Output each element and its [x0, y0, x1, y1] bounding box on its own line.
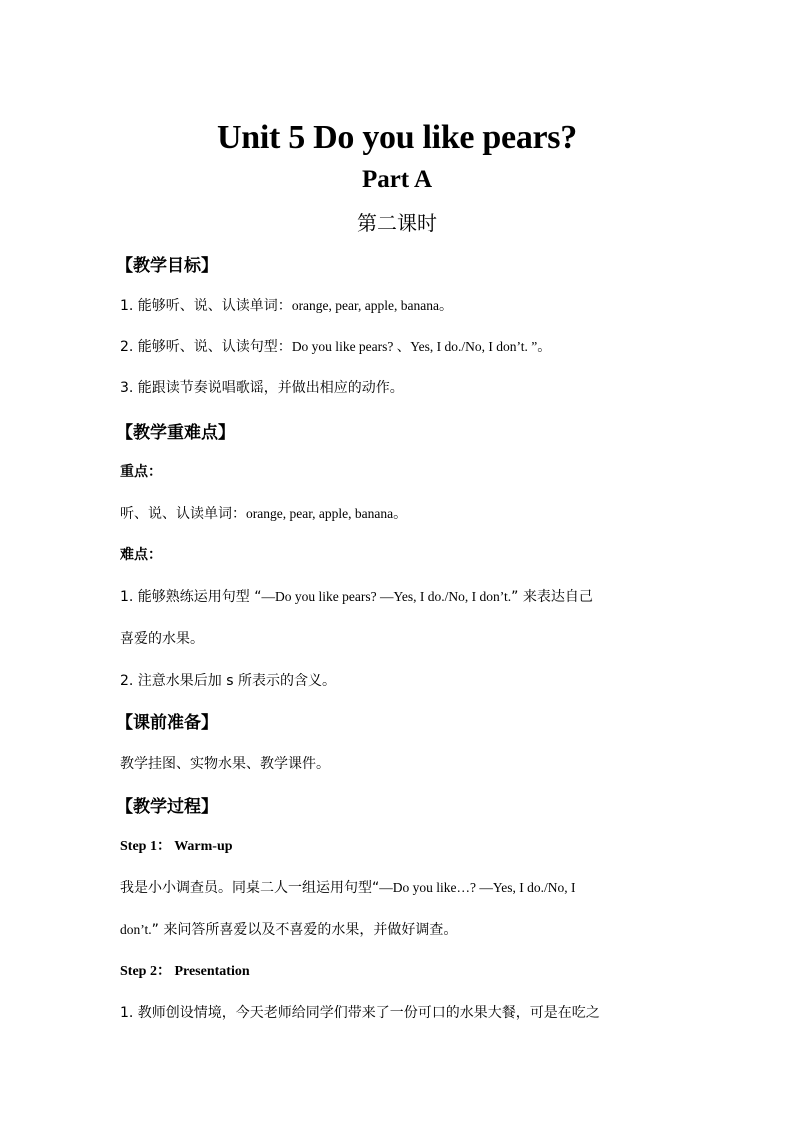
section-heading-keypoints: 【教学重难点】	[116, 423, 235, 443]
difficulty-item-2: 2. 注意水果后加 s 所表示的含义。	[120, 673, 337, 689]
step-1-line-1	[120, 878, 690, 898]
goal-item-1-pre: 1. 能够听、说、认读单词：	[120, 298, 292, 314]
step-2-label: Step 2： Presentation	[120, 964, 250, 979]
document-title: Unit 5 Do you like pears?	[217, 119, 577, 156]
difficulty-label: 难点：	[120, 547, 162, 563]
step-2-line-1: 1. 教师创设情境，今天老师给同学们带来了一份可口的水果大餐，可是在吃之	[120, 1005, 600, 1021]
goal-item-1-words: orange, pear, apple, banana	[291, 298, 439, 313]
goal-item-1	[120, 296, 690, 316]
section-heading-goals: 【教学目标】	[116, 256, 218, 276]
goal-item-2-pre: 2. 能够听、说、认读句型：	[120, 339, 292, 355]
section-heading-prep: 【课前准备】	[116, 713, 218, 733]
goal-item-2-sentences: Do you like pears? 、Yes, I do./No, I don’t. ”	[291, 339, 538, 354]
difficulty-item-1-pre: 1. 能够熟练运用句型 “	[120, 589, 262, 605]
difficulty-item-1-line-2: 喜爱的水果。	[120, 631, 204, 647]
step-1-line-1-sentence: —Do you like…? —Yes, I do./No, I	[379, 880, 576, 895]
focus-label: 重点：	[120, 464, 162, 480]
goal-item-1-post: 。	[438, 298, 453, 314]
focus-text	[120, 504, 690, 524]
focus-text-pre: 听、说、认读单词：	[120, 506, 246, 522]
prep-text: 教学挂图、实物水果、教学课件。	[120, 756, 330, 772]
step-1-line-2	[120, 920, 690, 940]
goal-item-2	[120, 337, 690, 357]
goal-item-2-post: 。	[537, 339, 552, 355]
lesson-label: 第二课时	[357, 211, 437, 235]
step-1-line-2-post: ” 来问答所喜爱以及不喜爱的水果，并做好调查。	[151, 922, 458, 938]
goal-item-3: 3. 能跟读节奏说唱歌谣，并做出相应的动作。	[120, 380, 404, 396]
document-subtitle: Part A	[361, 166, 433, 193]
difficulty-item-1-line-1	[120, 587, 690, 607]
focus-text-words: orange, pear, apple, banana	[246, 506, 394, 521]
focus-text-post: 。	[393, 506, 408, 522]
step-1-line-1-pre: 我是小小调查员。同桌二人一组运用句型“	[120, 880, 380, 896]
step-1-line-2-sentence: don’t.	[120, 922, 152, 937]
section-heading-process: 【教学过程】	[116, 797, 218, 817]
step-1-label: Step 1： Warm-up	[120, 839, 233, 854]
difficulty-item-1-sentence: —Do you like pears? —Yes, I do./No, I don’t.	[261, 589, 512, 604]
difficulty-item-1-post: ” 来表达自己	[511, 589, 593, 605]
